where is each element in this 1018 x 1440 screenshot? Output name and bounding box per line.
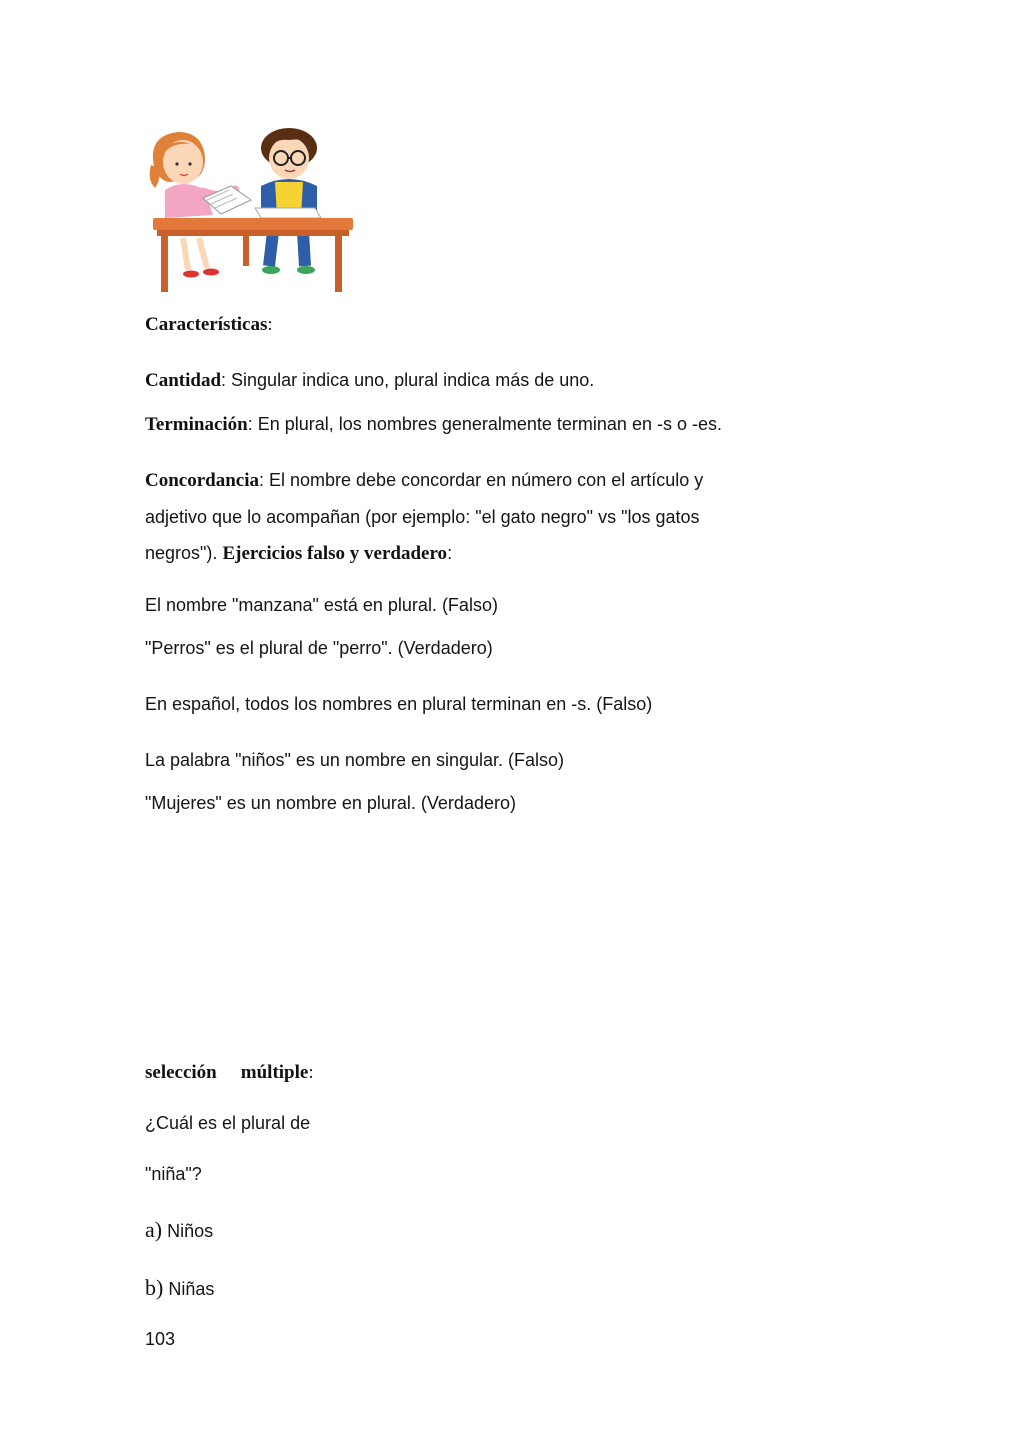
multiple-choice-heading: selección múltiple: (145, 1062, 314, 1083)
true-false-statement: El nombre "manzana" está en plural. (Falso) (145, 595, 498, 615)
boy-figure-icon (261, 128, 317, 274)
true-false-statement: "Perros" es el plural de "perro". (Verdadero) (145, 638, 493, 658)
page-number: 103 (145, 1329, 176, 1349)
true-false-statement: En español, todos los nombres en plural terminan en -s. (Falso) (145, 694, 653, 714)
true-false-statement: "Mujeres" es un nombre en plural. (Verdadero) (145, 793, 516, 813)
question-line-2: "niña"? (145, 1164, 202, 1184)
characteristic-terminacion: Terminación: En plural, los nombres generalmente terminan en -s o -es. (145, 414, 722, 435)
concordancia-end-and-exercise-heading: negros"). Ejercicios falso y verdadero: (145, 543, 453, 564)
question-line-1: ¿Cuál es el plural de (145, 1113, 311, 1133)
option-a: a) Niños (145, 1217, 214, 1242)
children-studying-illustration (143, 120, 358, 295)
characteristics-heading: Características: (145, 314, 273, 335)
characteristic-cantidad: Cantidad: Singular indica uno, plural indica más de uno. (145, 370, 595, 391)
concordancia-continuation: adjetivo que lo acompañan (por ejemplo: "el gato negro" vs "los gatos (145, 507, 700, 527)
option-b: b) Niñas (145, 1275, 215, 1300)
true-false-statement: La palabra "niños" es un nombre en singular. (Falso) (145, 750, 565, 770)
characteristic-concordancia: Concordancia: El nombre debe concordar en número con el artículo y (145, 470, 704, 491)
